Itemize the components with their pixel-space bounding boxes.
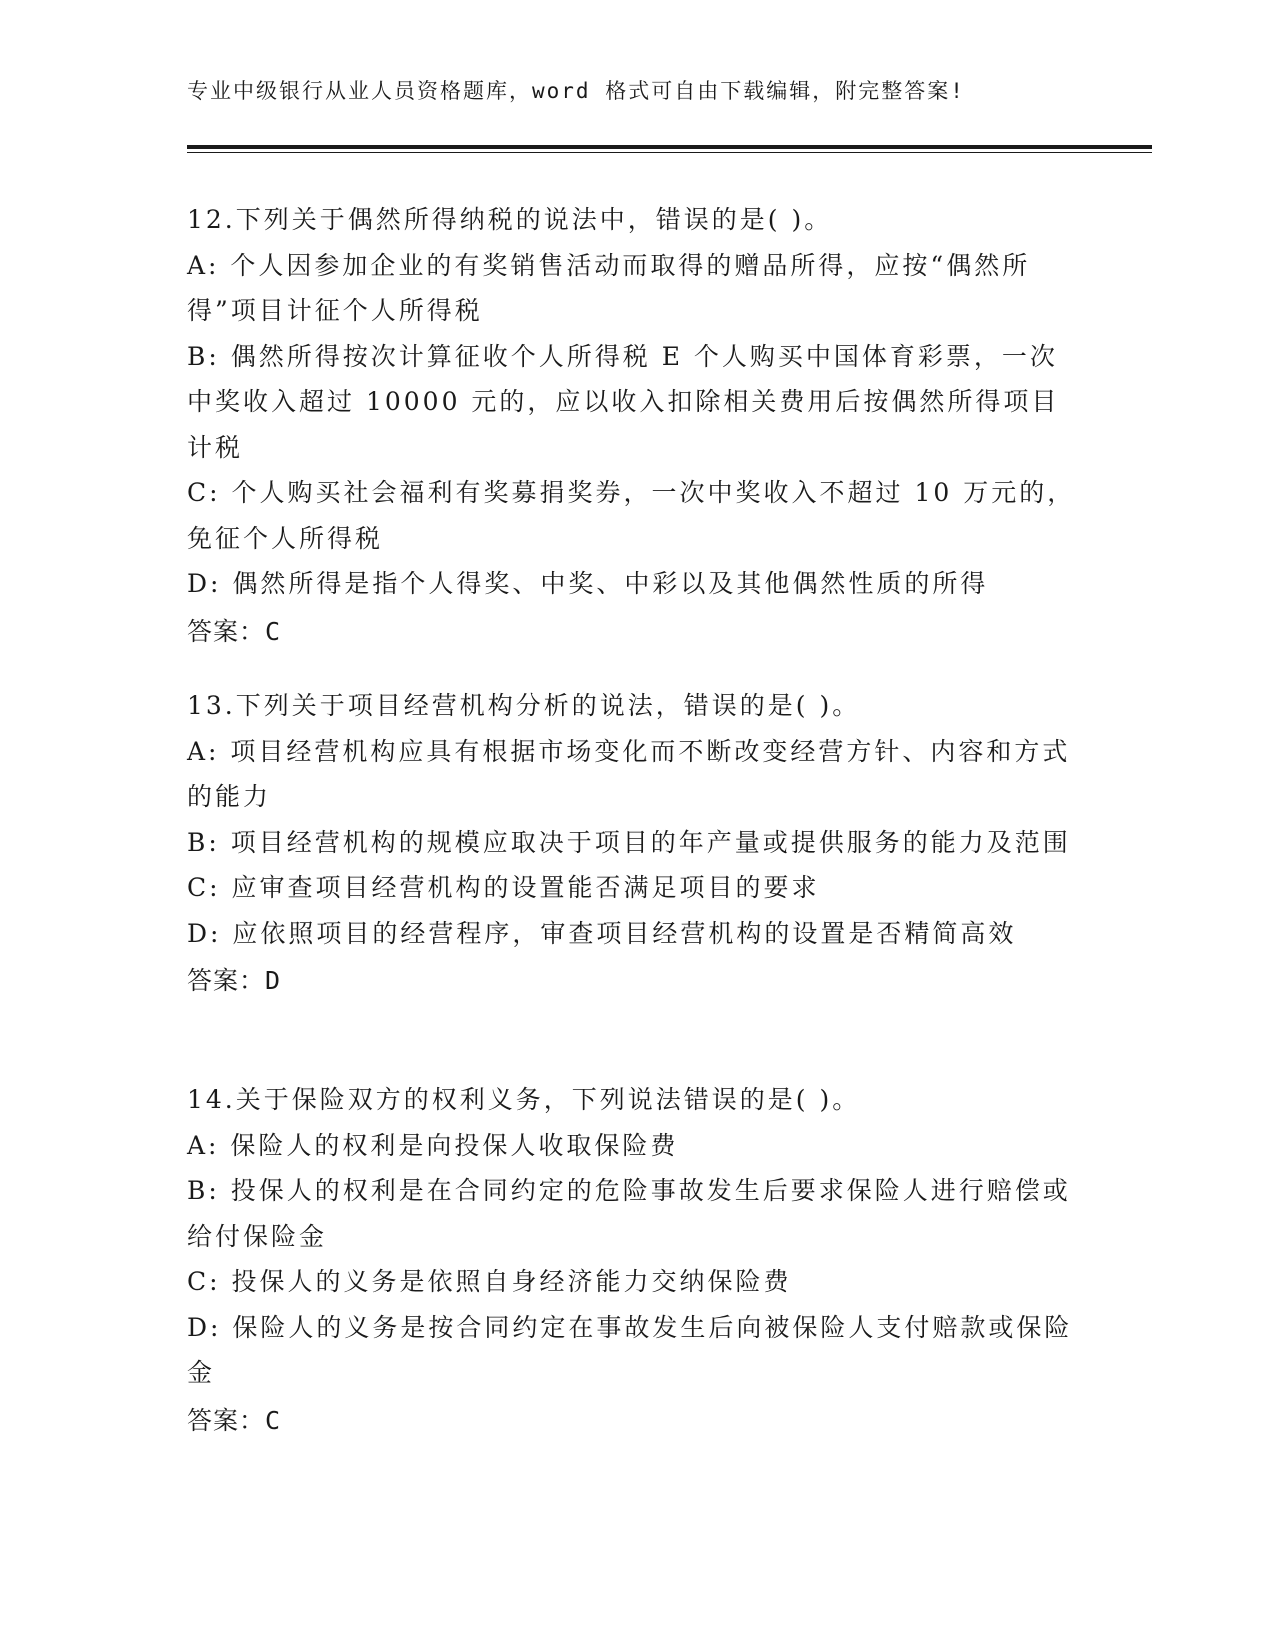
answer-label: 答案：D (187, 966, 282, 995)
question-stem: 13.下列关于项目经营机构分析的说法，错误的是( )。 (187, 691, 861, 720)
option-d: D: 应依照项目的经营程序，审查项目经营机构的设置是否精简高效 (187, 918, 1017, 948)
option-d: D: 偶然所得是指个人得奖、中奖、中彩以及其他偶然性质的所得 (187, 569, 989, 598)
option-b: B: 投保人的权利是在合同约定的危险事故发生后要求保险人进行赔偿或给付保险金 (187, 1176, 1071, 1251)
question-13 (187, 683, 1077, 1004)
question-12 (187, 197, 1077, 654)
option-b: B: 偶然所得按次计算征收个人所得税 E 个人购买中国体育彩票，一次中奖收入超过 10000 元的，应以收入扣除相关费用后按偶然所得项目计税 (187, 341, 1060, 462)
page-header: 专业中级银行从业人员资格题库，word 格式可自由下载编辑，附完整答案! (187, 79, 965, 103)
question-stem: 14.关于保险双方的权利义务，下列说法错误的是( )。 (187, 1085, 861, 1114)
option-c: C: 个人购买社会福利有奖募捐奖券，一次中奖收入不超过 10 万元的，免征个人所得税 (187, 478, 1076, 553)
option-c: C: 投保人的义务是依照自身经济能力交纳保险费 (187, 1267, 792, 1296)
option-c: C: 应审查项目经营机构的设置能否满足项目的要求 (187, 873, 820, 902)
question-stem: 12.下列关于偶然所得纳税的说法中，错误的是( )。 (187, 205, 833, 234)
answer-label: 答案：C (187, 1405, 282, 1435)
option-a: A: 保险人的权利是向投保人收取保险费 (187, 1130, 679, 1160)
header-divider (187, 145, 1152, 149)
header-divider-thin (187, 152, 1152, 153)
answer-label: 答案：C (187, 616, 282, 646)
option-a: A: 个人因参加企业的有奖销售活动而取得的赠品所得，应按“偶然所得”项目计征个人所得税 (187, 250, 1031, 325)
option-d: D: 保险人的义务是按合同约定在事故发生后向被保险人支付赔款或保险金 (187, 1312, 1073, 1387)
option-b: B: 项目经营机构的规模应取决于项目的年产量或提供服务的能力及范围 (187, 827, 1071, 857)
option-a: A: 项目经营机构应具有根据市场变化而不断改变经营方针、内容和方式的能力 (187, 736, 1071, 811)
question-14 (187, 1077, 1077, 1443)
